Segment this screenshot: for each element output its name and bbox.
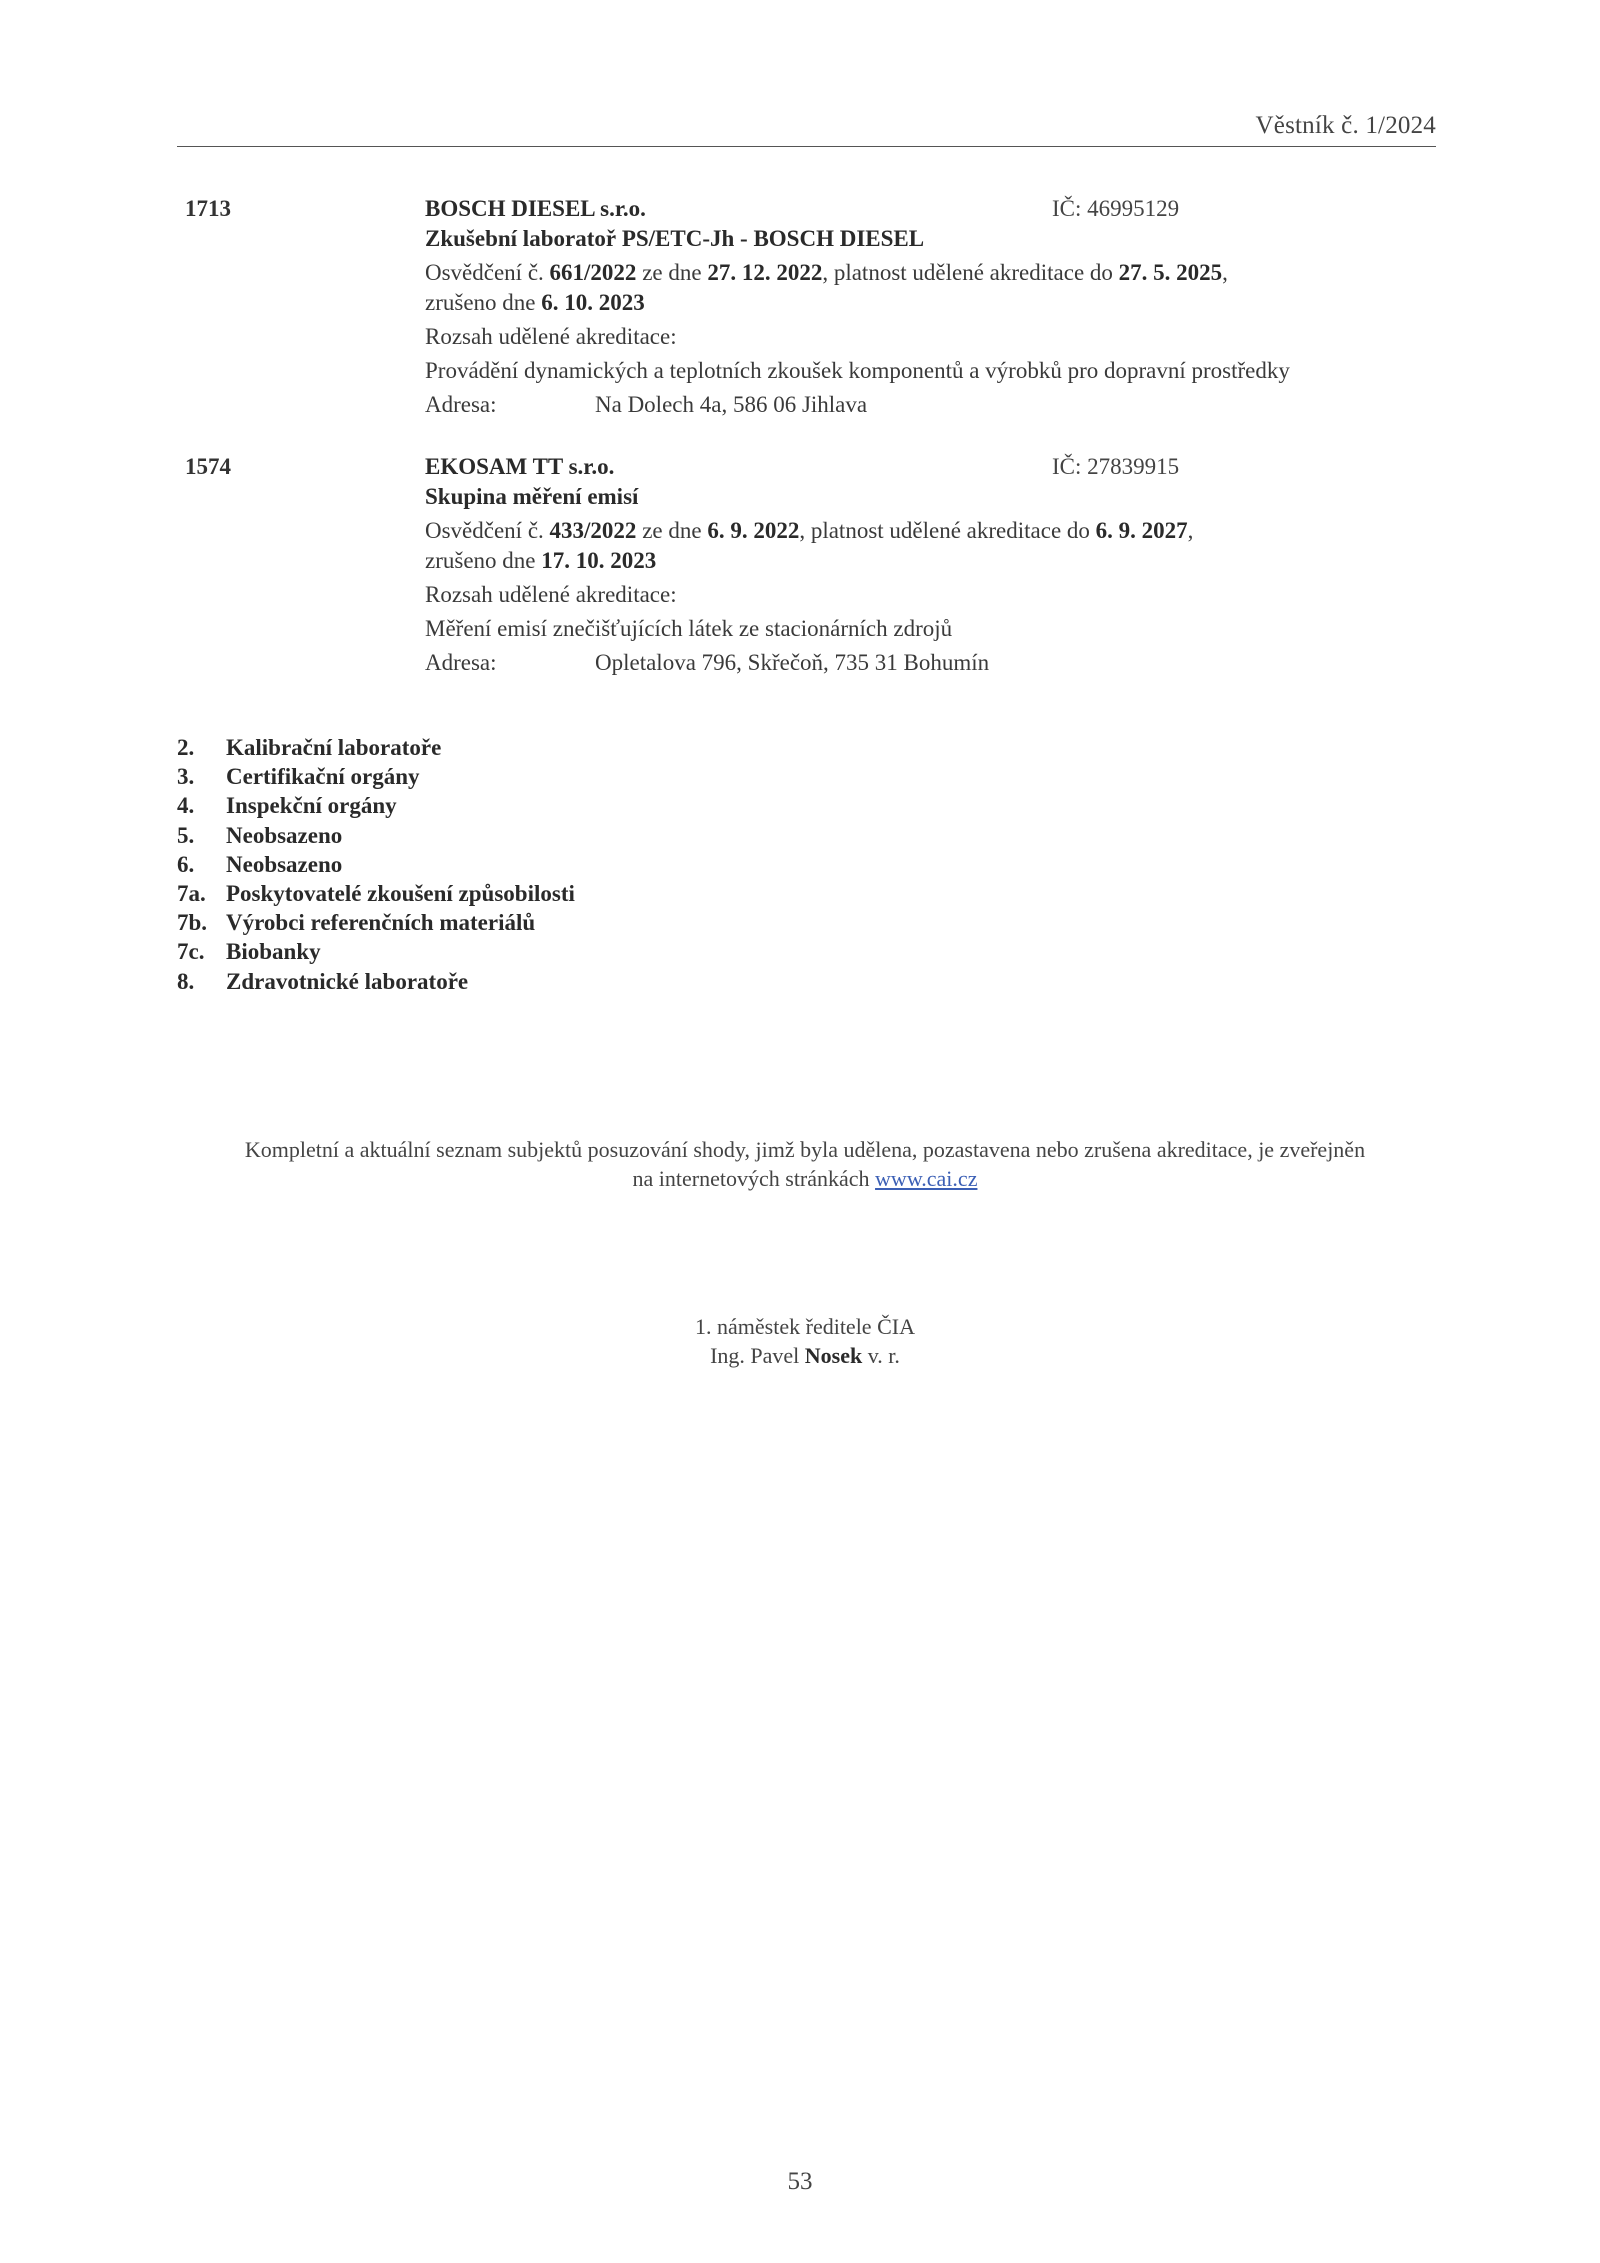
signature-block xyxy=(160,1312,1450,1370)
section-label: Biobanky xyxy=(226,939,321,965)
section-number: 3. xyxy=(177,764,195,790)
entry-body xyxy=(425,194,1425,420)
cancelled-date: 6. 10. 2023 xyxy=(541,290,645,315)
issued-date: 6. 9. 2022 xyxy=(707,518,800,543)
entry-address-row xyxy=(425,648,1425,678)
section-number: 7c. xyxy=(177,939,205,965)
entry-ic: IČ: 27839915 xyxy=(1052,454,1180,479)
cert-prefix: Osvědčení č. xyxy=(425,518,550,543)
section-label: Certifikační orgány xyxy=(226,764,420,790)
section-number: 5. xyxy=(177,822,195,848)
page-number: 53 xyxy=(787,2168,813,2195)
section-label: Poskytovatelé zkoušení způsobilosti xyxy=(226,880,575,906)
header-divider xyxy=(177,146,1436,147)
address-value: Na Dolech 4a, 586 06 Jihlava xyxy=(595,392,868,417)
entry-address-row xyxy=(425,390,1425,420)
address-label: Adresa: xyxy=(425,650,497,675)
note-line-2 xyxy=(160,1164,1450,1193)
entry-scope-text: Měření emisí znečišťujících látek ze stacionárních zdrojů xyxy=(425,616,953,641)
issued-prefix: ze dne xyxy=(636,260,708,285)
validity-prefix: , platnost udělené akreditace do xyxy=(822,260,1119,285)
page-header-title: Věstník č. 1/2024 xyxy=(1255,112,1436,139)
note-line-1: Kompletní a aktuální seznam subjektů posuzování shody, jimž byla udělena, pozastavena nebo zrušena akreditace, je zveřejněn xyxy=(244,1137,1366,1162)
entry-scope-label: Rozsah udělené akreditace: xyxy=(425,324,677,349)
cai-website-link[interactable]: www.cai.cz xyxy=(875,1166,978,1191)
signatory-title: 1. náměstek ředitele ČIA xyxy=(695,1314,915,1339)
signatory-name xyxy=(160,1341,1450,1370)
entry-scope-text: Provádění dynamických a teplotních zkoušek komponentů a výrobků pro dopravní prostředky xyxy=(425,358,1290,383)
entry-number: 1713 xyxy=(185,196,231,221)
entry-cancelled xyxy=(425,288,1425,318)
publication-note xyxy=(160,1135,1450,1193)
entry-scope-label: Rozsah udělené akreditace: xyxy=(425,582,677,607)
cert-number: 661/2022 xyxy=(549,260,637,285)
entry-certificate xyxy=(425,258,1425,288)
entry-department: Zkušební laboratoř PS/ETC-Jh - BOSCH DIESEL xyxy=(425,226,925,251)
entry-company: EKOSAM TT s.r.o. xyxy=(425,454,615,479)
name-prefix: Ing. Pavel xyxy=(710,1343,805,1368)
cancelled-prefix: zrušeno dne xyxy=(425,548,542,573)
validity-prefix: , platnost udělené akreditace do xyxy=(799,518,1096,543)
address-label: Adresa: xyxy=(425,392,497,417)
section-number: 4. xyxy=(177,793,195,819)
section-label: Neobsazeno xyxy=(226,822,343,848)
section-label: Výrobci referenčních materiálů xyxy=(226,910,536,936)
validity-date: 6. 9. 2027 xyxy=(1095,518,1188,543)
entry-ic: IČ: 46995129 xyxy=(1052,196,1180,221)
section-label: Neobsazeno xyxy=(226,851,343,877)
entry-body xyxy=(425,452,1425,678)
issued-date: 27. 12. 2022 xyxy=(707,260,823,285)
validity-suffix: , xyxy=(1187,518,1194,543)
validity-suffix: , xyxy=(1222,260,1228,285)
note-link-prefix: na internetových stránkách xyxy=(632,1166,876,1191)
cancelled-date: 17. 10. 2023 xyxy=(541,548,657,573)
section-number: 6. xyxy=(177,851,195,877)
address-value: Opletalova 796, Skřečoň, 735 31 Bohumín xyxy=(595,650,990,675)
section-label: Kalibrační laboratoře xyxy=(226,735,442,760)
issued-prefix: ze dne xyxy=(636,518,708,543)
validity-date: 27. 5. 2025 xyxy=(1118,260,1223,285)
entry-company: BOSCH DIESEL s.r.o. xyxy=(425,196,646,221)
section-label: Inspekční orgány xyxy=(226,793,397,819)
entry-cancelled xyxy=(425,546,1425,576)
entry-department: Skupina měření emisí xyxy=(425,484,639,509)
section-number: 7a. xyxy=(177,880,206,906)
name-suffix: v. r. xyxy=(862,1343,900,1368)
cert-prefix: Osvědčení č. xyxy=(425,260,550,285)
entry-number: 1574 xyxy=(185,454,231,479)
entry-certificate xyxy=(425,516,1425,546)
section-label: Zdravotnické laboratoře xyxy=(226,968,469,994)
cert-number: 433/2022 xyxy=(549,518,637,543)
cancelled-prefix: zrušeno dne xyxy=(425,290,542,315)
name-surname: Nosek xyxy=(804,1343,863,1368)
section-number: 8. xyxy=(177,968,195,994)
section-number: 2. xyxy=(177,735,195,760)
section-number: 7b. xyxy=(177,910,208,936)
